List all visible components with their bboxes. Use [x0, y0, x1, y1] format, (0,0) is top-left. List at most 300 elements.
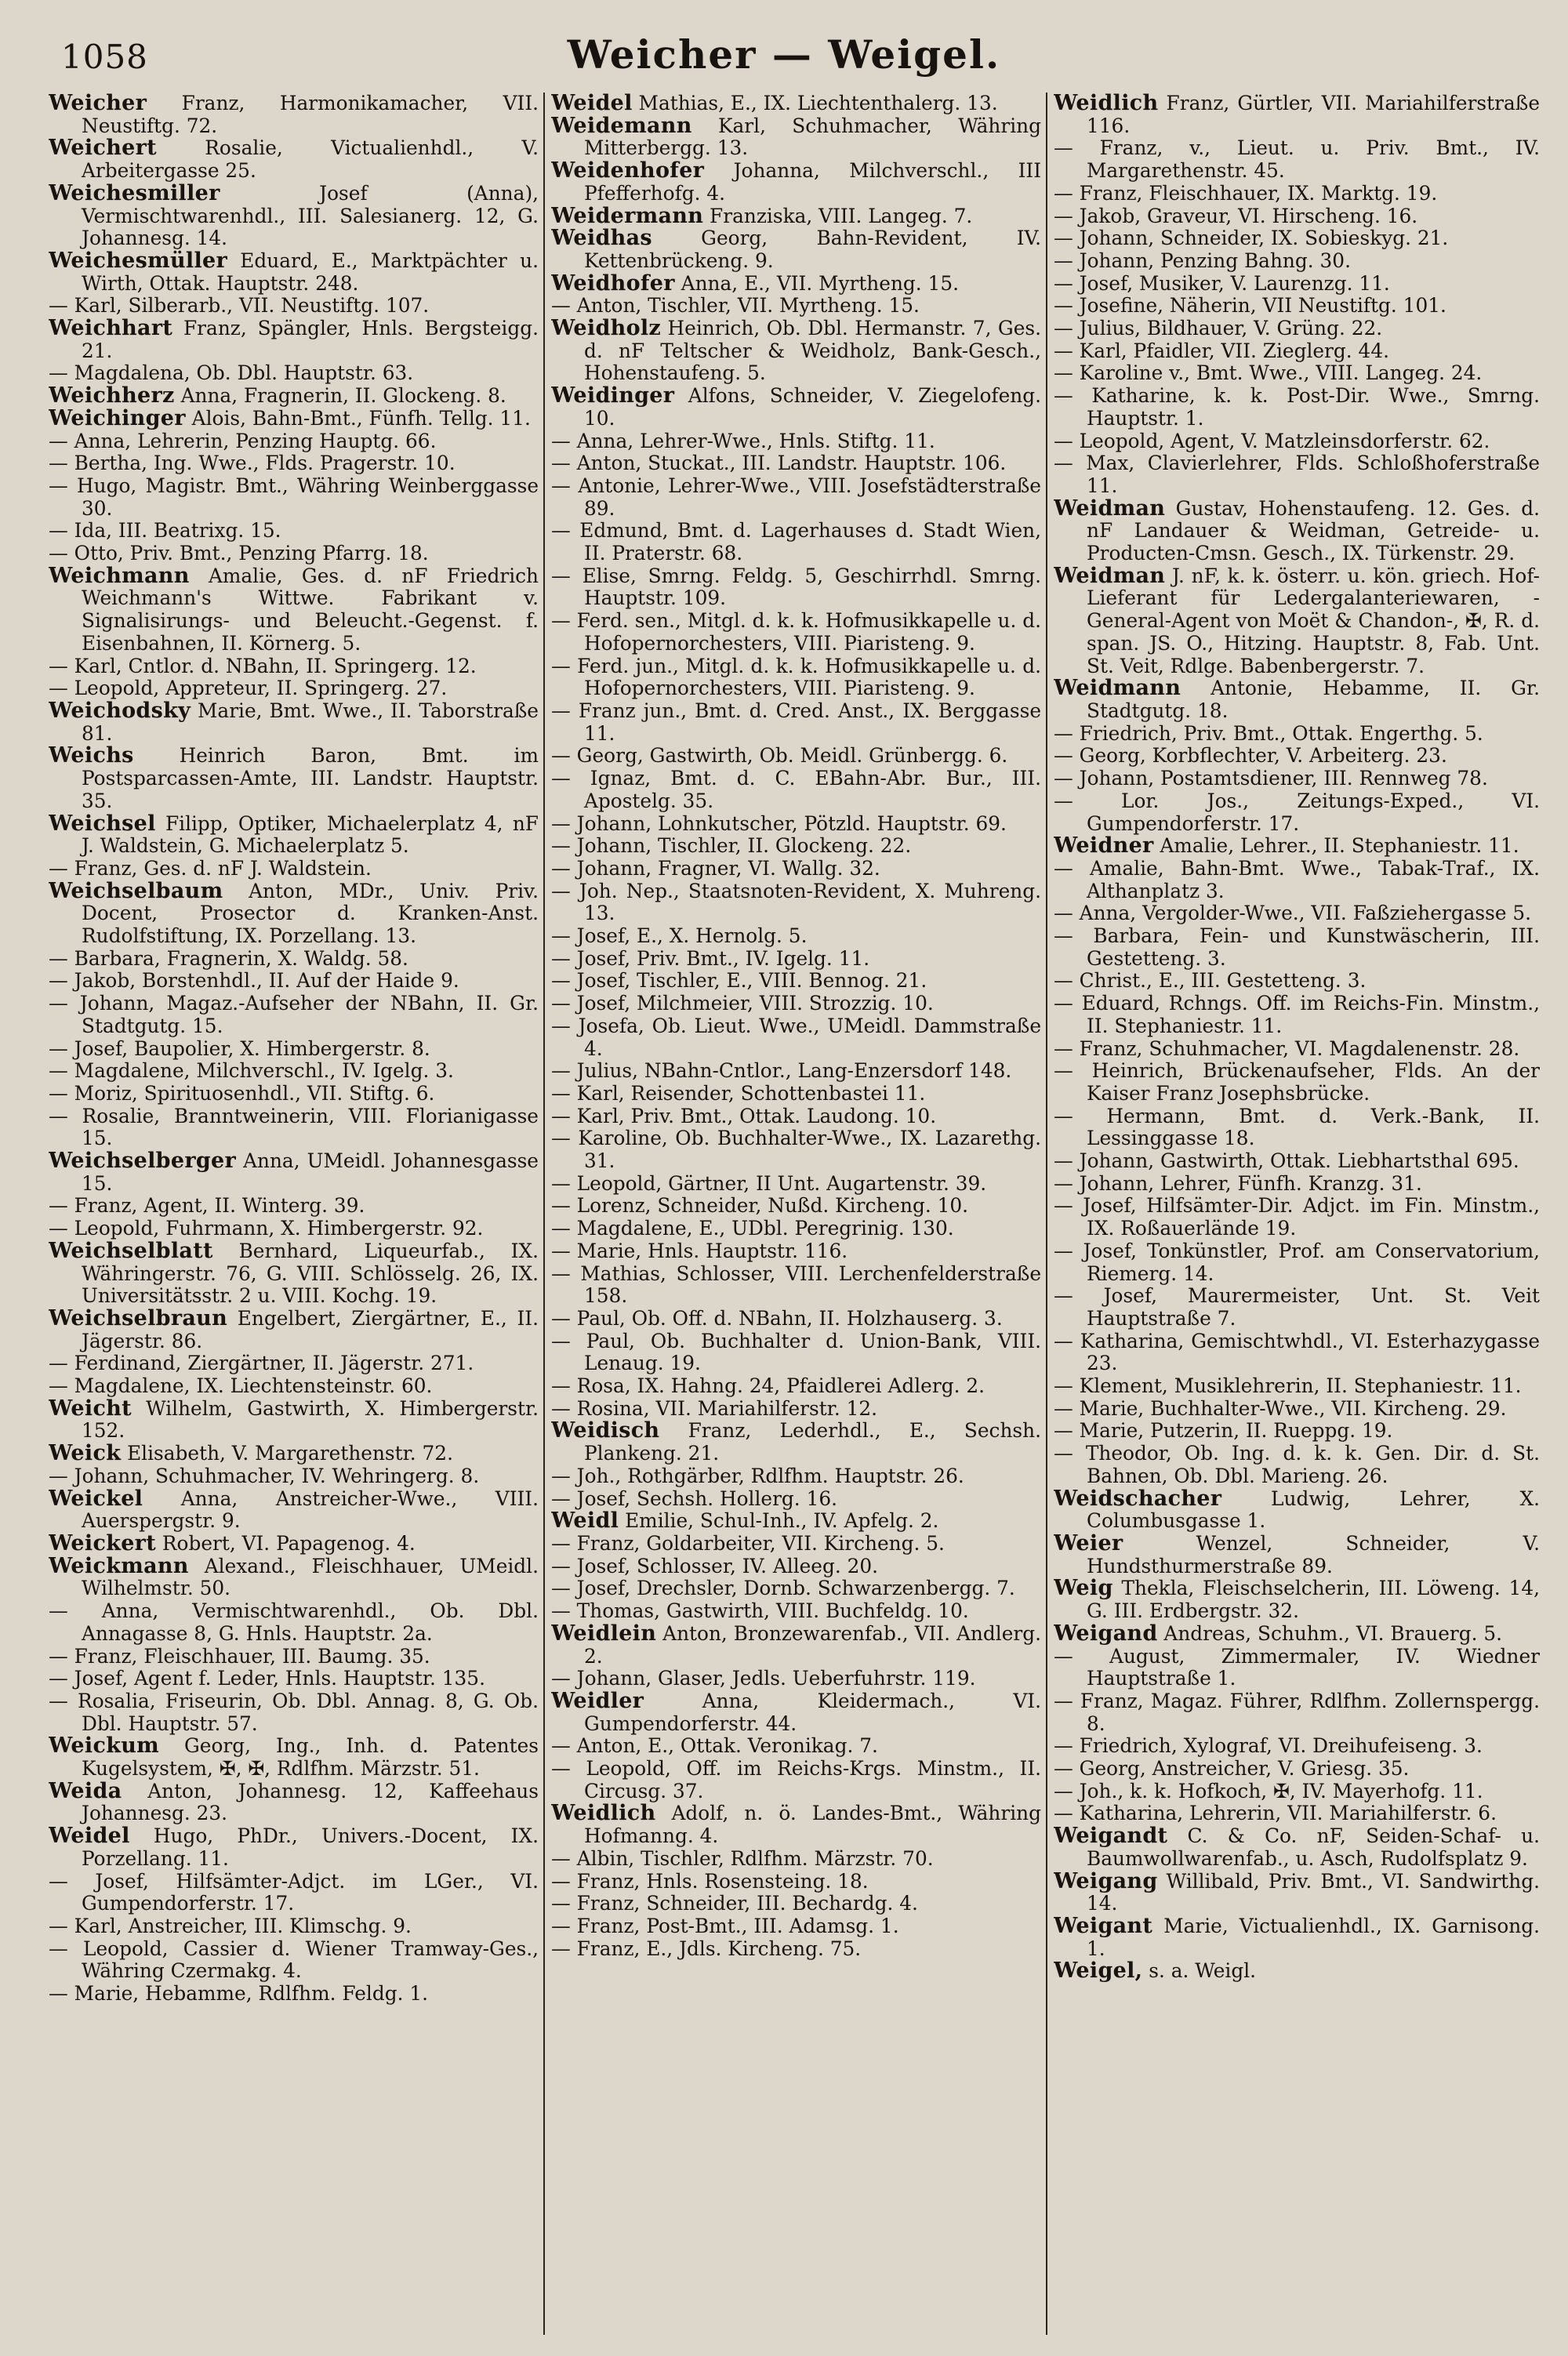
directory-column-1 — [49, 93, 539, 2335]
entry-details: Franz, Spängler, Hnls. Bergsteigg. 21. — [82, 317, 539, 362]
entry-details: Thekla, Fleischselcherin, III. Löweng. 14, G. III. Erdbergstr. 32. — [1087, 1577, 1540, 1623]
entry-details: Johanna, Milchverschl., III Pfefferhofg. 4. — [584, 159, 1041, 205]
entry-details: Antonie, Hebamme, II. Gr. Stadtgutg. 18. — [1087, 677, 1540, 722]
directory-entry — [1054, 1420, 1540, 1443]
directory-entry — [551, 93, 1041, 115]
directory-entry — [1054, 1646, 1540, 1690]
page-number: 1058 — [61, 38, 148, 76]
directory-entry — [1054, 993, 1540, 1037]
entry-details: — Edmund, Bmt. d. Lagerhauses d. Stadt Wien, II. Praterstr. 68. — [551, 519, 1041, 565]
entry-details: — Josef, Sechsh. Hollerg. 16. — [551, 1487, 838, 1510]
directory-entry — [1054, 498, 1540, 565]
directory-entry — [551, 970, 1041, 993]
entry-details: Anna, Fragnerin, II. Glockeng. 8. — [174, 384, 506, 408]
entry-surname: Weidman — [1054, 496, 1166, 521]
directory-entry — [49, 1735, 539, 1780]
entry-details: — Magdalena, Ob. Dbl. Hauptstr. 63. — [49, 361, 414, 385]
entry-details: — Mathias, Schlosser, VIII. Lerchenfelderstraße 158. — [551, 1261, 1041, 1308]
entry-details: — Ferd. sen., Mitgl. d. k. k. Hofmusikkapelle u. d. Hofopernorchesters, VIII. Piaristeng. 9. — [551, 609, 1041, 655]
directory-entry — [1054, 1038, 1540, 1061]
entry-details: — Josef, Hilfsämter-Adjct. im LGer., VI. Gumpendorferstr. 17. — [49, 1869, 539, 1915]
entry-details: Anton, Bronzewarenfab., VII. Andlerg. 2. — [584, 1621, 1041, 1668]
directory-entry — [49, 250, 539, 295]
directory-entry — [1054, 768, 1540, 790]
entry-details: C. & Co. nF, Seiden-Schaf- u. Baumwollwarenfab., u. Asch, Rudolfsplatz 9. — [1087, 1824, 1540, 1870]
directory-entry — [49, 880, 539, 948]
entry-details: — Josef, Milchmeier, VIII. Strozzig. 10. — [551, 992, 934, 1015]
directory-entry — [49, 858, 539, 880]
entry-details: — Johann, Schuhmacher, IV. Wehringerg. 8. — [49, 1464, 480, 1487]
directory-entry — [1054, 250, 1540, 273]
directory-entry — [551, 1465, 1041, 1488]
directory-entry — [49, 1038, 539, 1061]
directory-entry — [49, 1195, 539, 1218]
directory-entry — [551, 160, 1041, 205]
directory-entry — [49, 1668, 539, 1690]
entry-surname: Weigel, — [1054, 1958, 1143, 1984]
directory-entry — [49, 1600, 539, 1645]
entry-details: Gustav, Hohenstaufeng. 12. Ges. d. nF Landauer & Weidman, Getreide- u. Producten-Cmsn. Gesch., IX. Türkenstr. 29. — [1087, 496, 1540, 565]
entry-details: Anna, Anstreicher-Wwe., VIII. Auerspergstr. 9. — [82, 1487, 539, 1533]
entry-details: — Barbara, Fragnerin, X. Waldg. 58. — [49, 946, 408, 970]
entry-details: — Elise, Smrng. Feldg. 5, Geschirrhdl. Smrng. Hauptstr. 109. — [551, 564, 1041, 610]
entry-details: — Josef, Baupolier, X. Himbergerstr. 8. — [49, 1036, 430, 1060]
directory-entry — [551, 993, 1041, 1015]
directory-entry — [49, 1060, 539, 1083]
entry-details: — Leopold, Cassier d. Wiener Tramway-Ges., Währing Czermakg. 4. — [49, 1937, 539, 1983]
entry-details: — Karl, Reisender, Schottenbastei 11. — [551, 1081, 926, 1105]
entry-details: — Johann, Fragner, VI. Wallg. 32. — [551, 856, 880, 880]
directory-entry — [1054, 790, 1540, 835]
entry-details: — Georg, Korbflechter, V. Arbeiterg. 23. — [1054, 744, 1447, 768]
directory-entry — [1054, 137, 1540, 182]
entry-surname: Weidmann — [1054, 676, 1181, 701]
directory-entry — [1054, 1398, 1540, 1421]
directory-entry — [49, 1305, 539, 1352]
entry-details: Ludwig, Lehrer, X. Columbusgasse 1. — [1087, 1487, 1540, 1533]
entry-details: — Karl, Silberarb., VII. Neustiftg. 107. — [49, 294, 430, 318]
directory-entry — [49, 1352, 539, 1375]
entry-surname: Weigang — [1054, 1868, 1158, 1893]
directory-entry — [551, 1398, 1041, 1421]
directory-entry — [1054, 902, 1540, 925]
entry-surname: Weig — [1054, 1576, 1113, 1601]
entry-details: — Josef, Drechsler, Dornb. Schwarzenbergg. 7. — [551, 1577, 1015, 1600]
directory-entry — [49, 1938, 539, 1983]
directory-entry — [49, 655, 539, 678]
entry-details: Georg, Bahn-Revident, IV. Kettenbrückeng. 9. — [584, 227, 1041, 272]
directory-entry — [551, 880, 1041, 925]
directory-entry — [1054, 745, 1540, 768]
directory-entry — [49, 1218, 539, 1240]
entry-surname: Weichselbraun — [49, 1305, 228, 1330]
directory-entry — [49, 362, 539, 385]
entry-details: — Thomas, Gastwirth, VIII. Buchfeldg. 10. — [551, 1599, 969, 1623]
entry-details: Alois, Bahn-Bmt., Fünfh. Tellg. 11. — [185, 406, 531, 430]
entry-details: — Karl, Priv. Bmt., Ottak. Laudong. 10. — [551, 1104, 937, 1127]
directory-entry — [551, 452, 1041, 475]
directory-entry — [1054, 1105, 1540, 1150]
entry-details: Karl, Schuhmacher, Währing Mitterbergg. 13. — [584, 114, 1041, 160]
entry-surname: Weidlein — [551, 1621, 657, 1646]
entry-details: — Heinrich, Brückenaufseher, Flds. An der Kaiser Franz Josephsbrücke. — [1054, 1059, 1540, 1105]
entry-details: Mathias, E., IX. Liechtenthalerg. 13. — [632, 93, 998, 114]
directory-entry — [551, 1015, 1041, 1060]
entry-details: — Ignaz, Bmt. d. C. EBahn-Abr. Bur., III. Apostelg. 35. — [551, 767, 1041, 812]
directory-entry — [551, 858, 1041, 880]
entry-surname: Weichs — [49, 743, 134, 768]
entry-details: — Albin, Tischler, Rdlfhm. Märzstr. 70. — [551, 1846, 934, 1870]
entry-details: — Rosalia, Friseurin, Ob. Dbl. Annag. 8, G. Ob. Dbl. Hauptstr. 57. — [49, 1689, 539, 1735]
entry-details: Heinrich Baron, Bmt. im Postsparcassen-Amte, III. Landstr. Hauptstr. 35. — [82, 744, 539, 812]
directory-entry — [1054, 1330, 1540, 1375]
entry-details: — Leopold, Fuhrmann, X. Himbergerstr. 92. — [49, 1217, 484, 1240]
directory-entry — [551, 655, 1041, 700]
entry-details: — Josef, Hilfsämter-Dir. Adjct. im Fin. Minstm., IX. Roßauerlände 19. — [1054, 1194, 1540, 1240]
directory-entry — [49, 543, 539, 565]
entry-surname: Weichselbaum — [49, 878, 223, 903]
directory-entry — [551, 1195, 1041, 1218]
entry-details: Anna, E., VII. Myrtheng. 15. — [674, 271, 959, 295]
directory-entry — [1054, 452, 1540, 497]
directory-entry — [49, 745, 539, 812]
directory-entry — [551, 270, 1041, 296]
entry-details: Amalie, Ges. d. nF Friedrich Weichmann's Wittwe. Fabrikant v. Signalisirungs- und Beleucht.-Gegenst. f. Eisenbahnen, II. Körnerg. 5. — [82, 564, 539, 655]
directory-entry — [551, 768, 1041, 812]
entry-details: Alexand., Fleischhauer, UMeidl. Wilhelmstr. 50. — [82, 1554, 539, 1600]
directory-entry — [1054, 1195, 1540, 1240]
directory-entry — [551, 925, 1041, 948]
entry-details: — Johann, Postamtsdiener, III. Rennweg 78. — [1054, 767, 1488, 790]
entry-details: J. nF, k. k. österr. u. kön. griech. Hof-Lieferant für Ledergalanteriewaren, -General-Agent von Moët & Chandon-, ✠, R. d. span. JS. O., Hitzing. Hauptstr. 8, Fab. Unt. St. Veit, Rdlge. Babenbergerstr. 7. — [1087, 564, 1540, 677]
directory-entry — [1054, 1533, 1540, 1577]
directory-entry — [551, 1308, 1041, 1330]
entry-details: — Marie, Putzerin, II. Rueppg. 19. — [1054, 1419, 1393, 1443]
directory-entry — [551, 1577, 1041, 1600]
entry-details: — Anna, Vergolder-Wwe., VII. Faßziehergasse 5. — [1054, 902, 1532, 925]
directory-entry — [551, 1263, 1041, 1308]
directory-entry — [551, 1893, 1041, 1915]
directory-entry — [551, 948, 1041, 971]
directory-entry — [551, 700, 1041, 745]
entry-details: Bernhard, Liqueurfab., IX. Währingerstr. 76, G. VIII. Schlösselg. 26, IX. Universitätsstr. 2 u. VIII. Kochg. 19. — [82, 1239, 539, 1308]
entry-details: — Eduard, Rchngs. Off. im Reichs-Fin. Minstm., II. Stephaniestr. 11. — [1054, 992, 1540, 1037]
entry-details: Josef (Anna), Vermischtwarenhdl., III. Salesianerg. 12, G. Johannesg. 14. — [82, 181, 539, 250]
directory-entry — [1054, 1690, 1540, 1735]
directory-entry — [49, 1488, 539, 1533]
column-divider — [543, 93, 545, 2335]
entry-details: — Georg, Anstreicher, V. Griesg. 35. — [1054, 1757, 1410, 1781]
entry-details: — Moriz, Spirituosenhdl., VII. Stiftg. 6. — [49, 1081, 435, 1105]
directory-entry — [551, 813, 1041, 836]
directory-entry — [49, 677, 539, 700]
directory-entry — [551, 745, 1041, 768]
entry-surname: Weidermann — [551, 203, 704, 228]
entry-details: Franziska, VIII. Langeg. 7. — [703, 204, 973, 227]
directory-entry — [551, 1060, 1041, 1083]
directory-entry — [1054, 1443, 1540, 1487]
directory-entry — [1054, 677, 1540, 722]
entry-details: — Paul, Ob. Off. d. NBahn, II. Holzhauserg. 3. — [551, 1306, 1003, 1330]
directory-entry — [49, 452, 539, 475]
entry-details: — Joh., k. k. Hofkoch, ✠, IV. Mayerhofg. 11. — [1054, 1779, 1483, 1802]
entry-details: — Josefa, Ob. Lieut. Wwe., UMeidl. Dammstraße 4. — [551, 1014, 1041, 1060]
entry-details: Eduard, E., Marktpächter u. Wirth, Ottak. Hauptstr. 248. — [82, 249, 539, 295]
directory-entry — [551, 1173, 1041, 1196]
directory-entry — [49, 1553, 539, 1600]
directory-entry — [551, 1802, 1041, 1847]
directory-entry — [1054, 1375, 1540, 1398]
entry-details: — Franz, Post-Bmt., III. Adamsg. 1. — [551, 1914, 899, 1937]
entry-details: — Julius, NBahn-Cntlor., Lang-Enzersdorf 148. — [551, 1059, 1012, 1083]
directory-entry — [551, 1488, 1041, 1511]
entry-details: — Leopold, Off. im Reichs-Krgs. Minstm., II. Circusg. 37. — [551, 1757, 1041, 1802]
directory-entry — [49, 430, 539, 453]
entry-details: Robert, VI. Papagenog. 4. — [155, 1532, 416, 1555]
directory-entry — [49, 1533, 539, 1556]
entry-surname: Weickel — [49, 1486, 143, 1511]
directory-entry — [49, 993, 539, 1037]
entry-details: s. a. Weigl. — [1142, 1959, 1257, 1983]
entry-surname: Weichselberger — [49, 1149, 237, 1174]
entry-surname: Weichesmiller — [49, 180, 220, 205]
entry-details: — Theodor, Ob. Ing. d. k. k. Gen. Dir. d. St. Bahnen, Ob. Dbl. Marieng. 26. — [1054, 1442, 1540, 1487]
directory-entry — [49, 1465, 539, 1488]
entry-details: Franz, Gürtler, VII. Mariahilferstraße 116. — [1087, 93, 1540, 137]
entry-details: — Georg, Gastwirth, Ob. Meidl. Grünbergg. 6. — [551, 744, 1008, 768]
entry-details: Heinrich, Ob. Dbl. Hermanstr. 7, Ges. d. nF Teltscher & Weidholz, Bank-Gesch., Hohenstaufeng. 5. — [584, 317, 1041, 385]
directory-entry — [1054, 1802, 1540, 1825]
entry-surname: Weidel — [551, 93, 633, 115]
entry-surname: Weick — [49, 1441, 122, 1466]
entry-details: — Josef, E., X. Hernolg. 5. — [551, 924, 808, 948]
entry-details: Willibald, Priv. Bmt., VI. Sandwirthg. 14. — [1087, 1869, 1540, 1915]
entry-surname: Weidholz — [551, 316, 662, 341]
directory-entry — [551, 1083, 1041, 1105]
entry-details: — Julius, Bildhauer, V. Grüng. 22. — [1054, 317, 1383, 340]
directory-entry — [551, 1105, 1041, 1128]
entry-details: Anna, UMeidl. Johannesgasse 15. — [82, 1149, 539, 1195]
directory-entry — [49, 1825, 539, 1870]
entry-surname: Weicht — [49, 1396, 132, 1421]
directory-entry — [1054, 1173, 1540, 1196]
entry-details: — Magdalene, Milchverschl., IV. Igelg. 3. — [49, 1059, 454, 1083]
entry-details: Anton, MDr., Univ. Priv. Docent, Prosector d. Kranken-Anst. Rudolfstiftung, IX. Porzellang. 13. — [82, 879, 539, 948]
entry-details: — Josef, Agent f. Leder, Hnls. Hauptstr. 135. — [49, 1667, 485, 1690]
entry-details: — Magdalene, E., UDbl. Peregrinig. 130. — [551, 1217, 954, 1240]
entry-details: — Christ., E., III. Gestetteng. 3. — [1054, 969, 1367, 993]
directory-entry — [49, 1375, 539, 1398]
entry-details: Anton, Johannesg. 12, Kaffeehaus Johannesg. 23. — [82, 1779, 539, 1825]
directory-entry — [1054, 295, 1540, 318]
entry-details: — Katharine, k. k. Post-Dir. Wwe., Smrng. Hauptstr. 1. — [1054, 384, 1540, 430]
entry-details: — Franz, Magaz. Führer, Rdlfhm. Zollernspergg. 8. — [1054, 1689, 1540, 1735]
entry-details: — Friedrich, Xylograf, VI. Dreihufeiseng. 3. — [1054, 1734, 1483, 1758]
directory-entry — [551, 1556, 1041, 1578]
directory-entry — [551, 1668, 1041, 1690]
entry-details: — Franz, Schuhmacher, VI. Magdalenenstr. 28. — [1054, 1036, 1520, 1060]
directory-entry — [551, 205, 1041, 228]
entry-surname: Weichodsky — [49, 698, 191, 723]
entry-surname: Weidinger — [551, 383, 675, 408]
entry-details: — Joh., Rothgärber, Rdlfhm. Hauptstr. 26. — [551, 1464, 964, 1487]
entry-details: — Josef, Schlosser, IV. Alleeg. 20. — [551, 1554, 879, 1577]
entry-details: Emilie, Schul-Inh., IV. Apfelg. 2. — [619, 1509, 939, 1533]
directory-entry — [551, 475, 1041, 520]
entry-details: — Franz, v., Lieut. u. Priv. Bmt., IV. Margarethenstr. 45. — [1054, 136, 1540, 183]
entry-surname: Weidlich — [1054, 93, 1159, 115]
directory-entry — [551, 318, 1041, 385]
directory-entry — [49, 970, 539, 993]
directory-entry — [1054, 1150, 1540, 1173]
entry-surname: Weidisch — [551, 1418, 660, 1443]
directory-entry — [551, 1240, 1041, 1263]
directory-entry — [1054, 1868, 1540, 1915]
directory-entry — [1054, 858, 1540, 902]
directory-entry — [49, 1083, 539, 1105]
entry-surname: Weichherz — [49, 383, 175, 408]
directory-entry — [1054, 340, 1540, 363]
directory-entry — [1054, 227, 1540, 250]
directory-entry — [551, 1690, 1041, 1735]
entry-details: — Ida, III. Beatrixg. 15. — [49, 519, 281, 543]
entry-surname: Weidman — [1054, 563, 1166, 588]
entry-details: Franz, Harmonikamacher, VII. Neustiftg. 72. — [82, 93, 539, 137]
entry-details: — Franz, Goldarbeiter, VII. Kircheng. 5. — [551, 1532, 945, 1555]
entry-details: — Jakob, Borstenhdl., II. Auf der Haide 9. — [49, 969, 459, 993]
entry-details: — Johann, Lohnkutscher, Pötzld. Hauptstr. 69. — [551, 811, 1007, 835]
entry-surname: Weidlich — [551, 1801, 656, 1826]
entry-details: — Amalie, Bahn-Bmt. Wwe., Tabak-Traf., IX. Althanplatz 3. — [1054, 856, 1540, 902]
directory-entry — [49, 93, 539, 137]
entry-surname: Weigant — [1054, 1913, 1153, 1938]
directory-entry — [551, 295, 1041, 318]
directory-entry — [49, 405, 539, 430]
entry-details: — Ferdinand, Ziergärtner, II. Jägerstr. 271. — [49, 1352, 474, 1375]
entry-details: Adolf, n. ö. Landes-Bmt., Währing Hofmanng. 4. — [584, 1802, 1041, 1848]
entry-surname: Weida — [49, 1778, 122, 1803]
entry-details: — Marie, Buchhalter-Wwe., VII. Kircheng. 29. — [1054, 1396, 1507, 1420]
entry-details: Wilhelm, Gastwirth, X. Himbergerstr. 152. — [82, 1396, 539, 1443]
directory-entry — [1054, 1488, 1540, 1533]
entry-surname: Weichinger — [49, 405, 186, 430]
directory-entry — [49, 295, 539, 318]
entry-details: — Josefine, Näherin, VII Neustiftg. 101. — [1054, 294, 1446, 318]
entry-surname: Weickum — [49, 1733, 160, 1759]
entry-details: Anna, Kleidermach., VI. Gumpendorferstr. 44. — [584, 1689, 1041, 1735]
directory-entry — [551, 835, 1041, 858]
entry-details: — Jakob, Graveur, VI. Hirscheng. 16. — [1054, 204, 1418, 227]
entry-details: — Johann, Tischler, II. Glockeng. 22. — [551, 834, 912, 858]
entry-details: — Johann, Glaser, Jedls. Ueberfuhrstr. 119. — [551, 1667, 976, 1690]
entry-details: — Leopold, Agent, V. Matzleinsdorferstr. 62. — [1054, 429, 1490, 452]
entry-details: Franz, Lederhdl., E., Sechsh. Plankeng. 21. — [584, 1419, 1041, 1465]
entry-details: — Leopold, Gärtner, II Unt. Augartenstr. 39. — [551, 1171, 987, 1195]
entry-details: — Hermann, Bmt. d. Verk.-Bank, II. Lessinggasse 18. — [1054, 1104, 1540, 1150]
entry-details: — Franz, Fleischhauer, IX. Marktg. 19. — [1054, 181, 1438, 205]
entry-details: Rosalie, Victualienhdl., V. Arbeitergasse 25. — [82, 136, 539, 183]
entry-details: — Max, Clavierlehrer, Flds. Schloßhoferstraße 11. — [1054, 452, 1540, 497]
entry-details: Wenzel, Schneider, V. Hundsthurmerstraße 89. — [1087, 1532, 1540, 1577]
directory-entry — [49, 1690, 539, 1735]
directory-entry — [1054, 1825, 1540, 1870]
entry-surname: Weidenhofer — [551, 158, 705, 183]
entry-details: — Johann, Magaz.-Aufseher der NBahn, II. Gr. Stadtgutg. 15. — [49, 992, 539, 1037]
entry-details: — Johann, Lehrer, Fünfh. Kranzg. 31. — [1054, 1171, 1422, 1195]
directory-entry — [1054, 385, 1540, 430]
directory-entry — [49, 180, 539, 250]
entry-details: — Karoline v., Bmt. Wwe., VIII. Langeg. 24. — [1054, 361, 1483, 385]
entry-surname: Weier — [1054, 1531, 1123, 1556]
directory-entry — [1054, 723, 1540, 746]
entry-surname: Weichert — [49, 136, 157, 161]
directory-entry — [551, 1218, 1041, 1240]
entry-surname: Weigand — [1054, 1621, 1158, 1646]
entry-details: — Johann, Schneider, IX. Sobieskyg. 21. — [1054, 227, 1449, 250]
directory-entry — [49, 1778, 539, 1825]
entry-surname: Weigandt — [1054, 1824, 1168, 1849]
directory-entry — [49, 1983, 539, 2006]
directory-entry — [1054, 205, 1540, 228]
entry-details: — Franz, E., Jdls. Kircheng. 75. — [551, 1937, 862, 1960]
entry-details: Marie, Victualienhdl., IX. Garnisong. 1. — [1087, 1914, 1540, 1960]
entry-surname: Weidhofer — [551, 270, 675, 296]
directory-entry — [49, 948, 539, 971]
entry-details: — Friedrich, Priv. Bmt., Ottak. Engerthg. 5. — [1054, 721, 1483, 745]
entry-details: Andreas, Schuhm., VI. Brauerg. 5. — [1157, 1621, 1503, 1645]
directory-entry — [551, 1735, 1041, 1758]
entry-details: — Bertha, Ing. Wwe., Flds. Pragerstr. 10. — [49, 452, 456, 475]
directory-entry — [49, 475, 539, 520]
entry-details: — Karl, Cntlor. d. NBahn, II. Springerg. 12. — [49, 654, 477, 677]
entry-details: — Joh. Nep., Staatsnoten-Revident, X. Muhreng. 13. — [551, 879, 1041, 925]
directory-entry — [49, 385, 539, 408]
directory-entry — [49, 1240, 539, 1308]
entry-details: Elisabeth, V. Margarethenstr. 72. — [121, 1442, 453, 1465]
entry-details: Hugo, PhDr., Univers.-Docent, IX. Porzellang. 11. — [82, 1824, 539, 1870]
entry-details: — Franz, Fleischhauer, III. Baumg. 35. — [49, 1644, 430, 1668]
entry-surname: Weidler — [551, 1688, 644, 1713]
entry-surname: Weidhas — [551, 226, 652, 251]
directory-entry — [551, 610, 1041, 655]
entry-details: — Lor. Jos., Zeitungs-Exped., VI. Gumpendorferstr. 17. — [1054, 789, 1540, 835]
entry-details: — Rosalie, Branntweinerin, VIII. Florianigasse 15. — [49, 1104, 539, 1150]
entry-details: — Anton, Stuckat., III. Landstr. Hauptstr. 106. — [551, 452, 1007, 475]
directory-entry — [49, 1915, 539, 1938]
entry-details: — Anna, Lehrer-Wwe., Hnls. Stiftg. 11. — [551, 429, 935, 452]
directory-entry — [1054, 318, 1540, 340]
entry-details: — Rosa, IX. Hahng. 24, Pfaidlerei Adlerg. 2. — [551, 1374, 985, 1398]
directory-entry — [551, 565, 1041, 610]
entry-details: — Johann, Gastwirth, Ottak. Liebhartsthal 695. — [1054, 1149, 1519, 1173]
entry-surname: Weickert — [49, 1531, 156, 1556]
entry-details: — Franz, Schneider, III. Bechardg. 4. — [551, 1892, 918, 1915]
directory-entry — [49, 1646, 539, 1668]
entry-details: — Franz, Hnls. Rosensteing. 18. — [551, 1869, 869, 1893]
entry-details: — Anna, Lehrerin, Penzing Hauptg. 66. — [49, 429, 437, 452]
entry-surname: Weidschacher — [1054, 1486, 1222, 1511]
directory-entry — [1054, 1735, 1540, 1758]
directory-entry — [49, 813, 539, 858]
entry-details: — Josef, Priv. Bmt., IV. Igelg. 11. — [551, 946, 870, 970]
entry-surname: Weichhart — [49, 316, 173, 341]
directory-entry — [551, 430, 1041, 453]
directory-entry — [1054, 1781, 1540, 1803]
directory-entry — [551, 385, 1041, 430]
entry-surname: Weichmann — [49, 563, 190, 588]
entry-details: Amalie, Lehrer., II. Stephaniestr. 11. — [1153, 834, 1519, 858]
entry-details: — Franz jun., Bmt. d. Cred. Anst., IX. Berggasse 11. — [551, 699, 1041, 745]
